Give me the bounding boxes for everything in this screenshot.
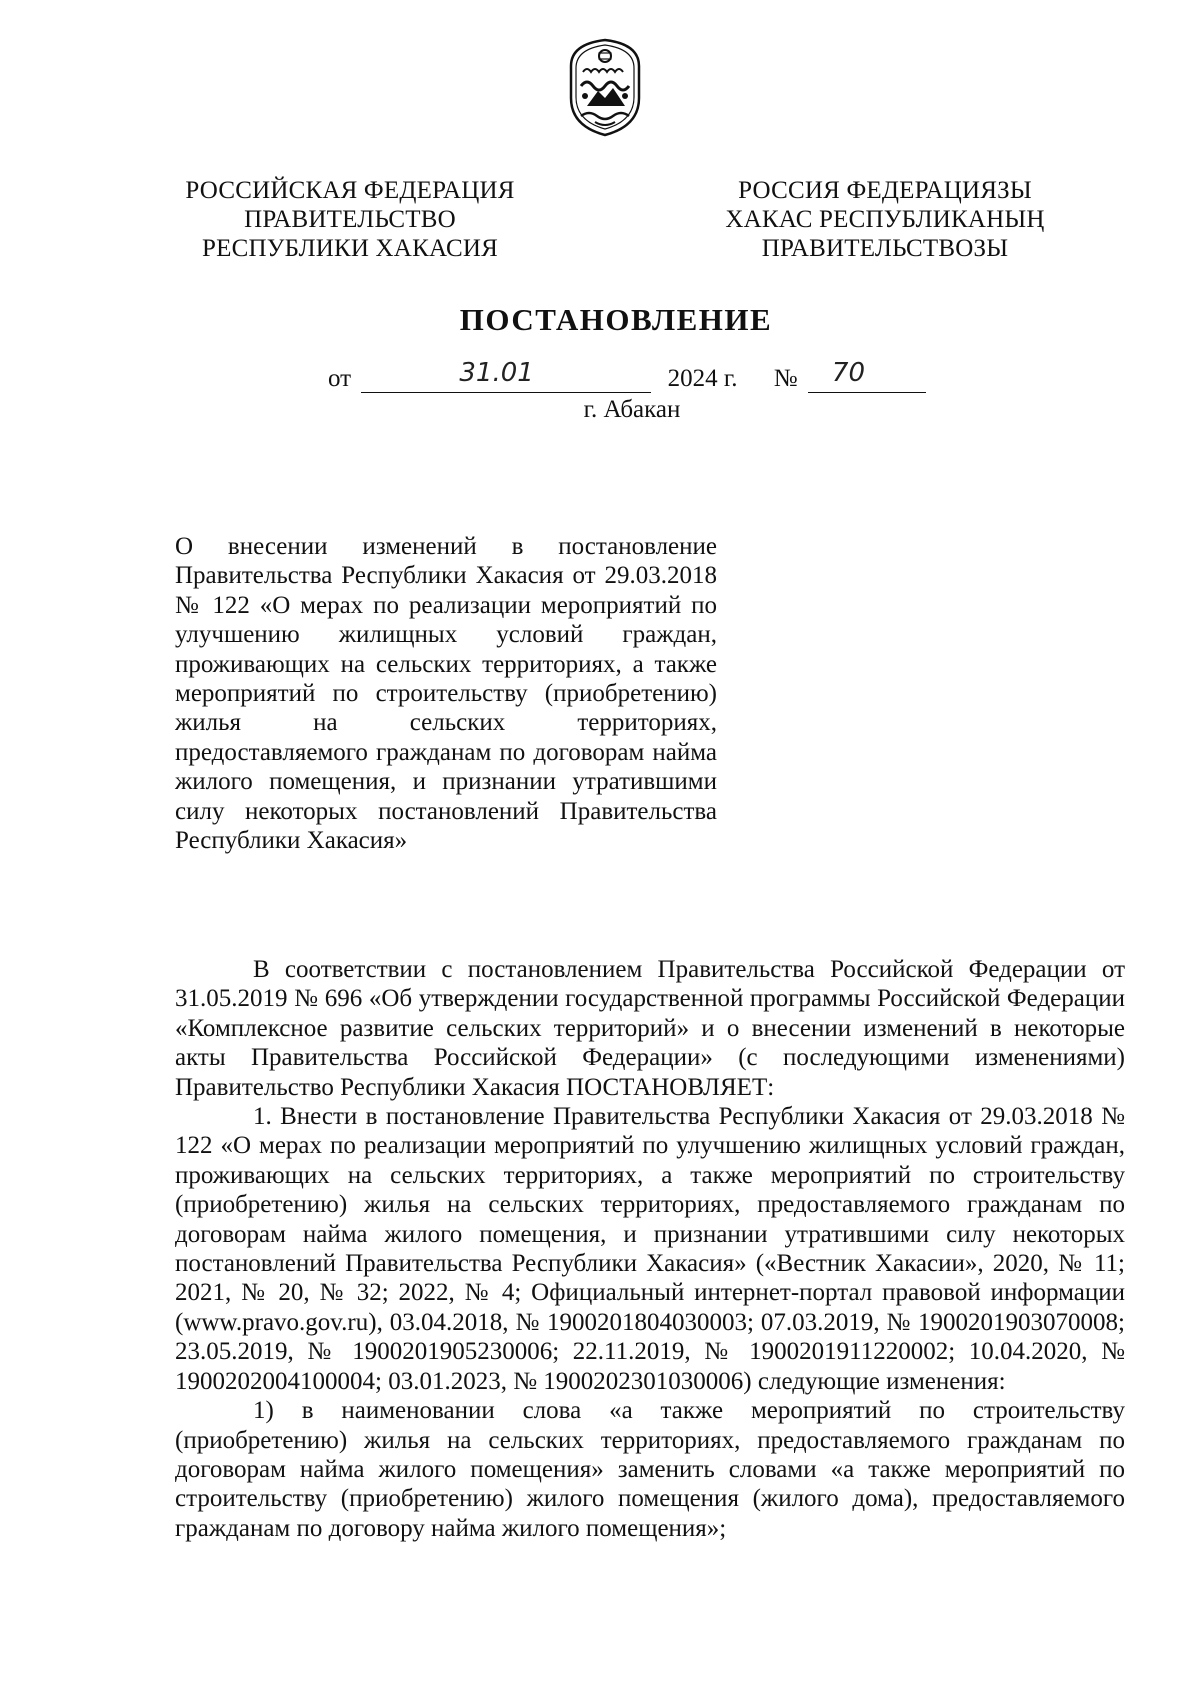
header-left-line-3: РЕСПУБЛИКИ ХАКАСИЯ bbox=[202, 235, 498, 262]
date-number-line bbox=[328, 358, 926, 398]
city bbox=[0, 396, 1200, 424]
preamble-paragraph: В соответствии с постановлением Правительства Российской Федерации от 31.05.2019 № 696 «Об утверждении государственной программы Российской Федерации «Комплексное развитие сельских территорий» и о внесении изменений в некоторые акты Правительства Российской Федерации» (с последующими изменениями) Правительство Республики Хакасия ПОСТАНОВЛЯЕТ: bbox=[175, 956, 1125, 1101]
number-field bbox=[808, 358, 926, 393]
year-text: 2024 г. bbox=[667, 365, 738, 392]
date-prefix: от bbox=[328, 365, 352, 392]
document-body bbox=[175, 955, 1125, 1543]
header-left-line-1: РОССИЙСКАЯ ФЕДЕРАЦИЯ bbox=[185, 177, 515, 204]
header-right-line-1: РОССИЯ ФЕДЕРАЦИЯЗЫ bbox=[738, 177, 1032, 204]
coat-of-arms-emblem bbox=[565, 36, 645, 138]
header-right-line-3: ПРАВИТЕЛЬСТВОЗЫ bbox=[761, 235, 1009, 262]
header-khakas bbox=[715, 176, 1055, 263]
document-subject: О внесении изменений в постановление Правительства Республики Хакасия от 29.03.2018 № 122 «О мерах по реализации мероприятий по улучшению жилищных условий граждан, проживающих на сельских территориях, а также мероприятий по строительству (приобретению) жилья на сельских территориях, предоставляемого гражданам по договорам найма жилого помещения, и признании утратившими силу некоторых постановлений Правительства Республики Хакасия» bbox=[175, 533, 717, 855]
city-text: г. Абакан bbox=[583, 396, 681, 423]
header-right-line-2: ХАКАС РЕСПУБЛИКАНЫҢ bbox=[725, 206, 1045, 233]
header-left-line-2: ПРАВИТЕЛЬСТВО bbox=[244, 206, 456, 233]
document-type-title: ПОСТАНОВЛЕНИЕ bbox=[459, 302, 773, 337]
handwritten-number: 70 bbox=[831, 358, 865, 388]
item-1-paragraph: 1. Внести в постановление Правительства Республики Хакасия от 29.03.2018 № 122 «О мерах по реализации мероприятий по улучшению жилищных условий граждан, проживающих на сельских территориях, а также мероприятий по строительству (приобретению) жилья на сельских территориях, предоставляемого гражданам по договорам найма жилого помещения, и признании утратившими силу некоторых постановлений Правительства Республики Хакасия» («Вестник Хакасии», 2020, № 11; 2021, № 20, № 32; 2022, № 4; Официальный интернет-портал правовой информации (www.pravo.gov.ru), 03.04.2018, № 1900201804030003; 07.03.2019, № 1900201903070008; 23.05.2019, № 1900201905230006; 22.11.2019, № 1900201911220002; 10.04.2020, № 1900202004100004; 03.01.2023, № 1900202301030006) следующие изменения: bbox=[175, 1103, 1125, 1395]
date-field bbox=[361, 358, 651, 393]
number-prefix: № bbox=[773, 365, 798, 392]
handwritten-date: 31.01 bbox=[459, 358, 534, 388]
subitem-1-paragraph: 1) в наименовании слова «а также мероприятий по строительству (приобретению) жилья на сельских территориях, предоставляемого гражданам по договорам найма жилого помещения» заменить словами «а также мероприятий по строительству (приобретению) жилого помещения (жилого дома), предоставляемого гражданам по договору найма жилого помещения»; bbox=[175, 1397, 1125, 1542]
header-russian bbox=[180, 176, 520, 263]
